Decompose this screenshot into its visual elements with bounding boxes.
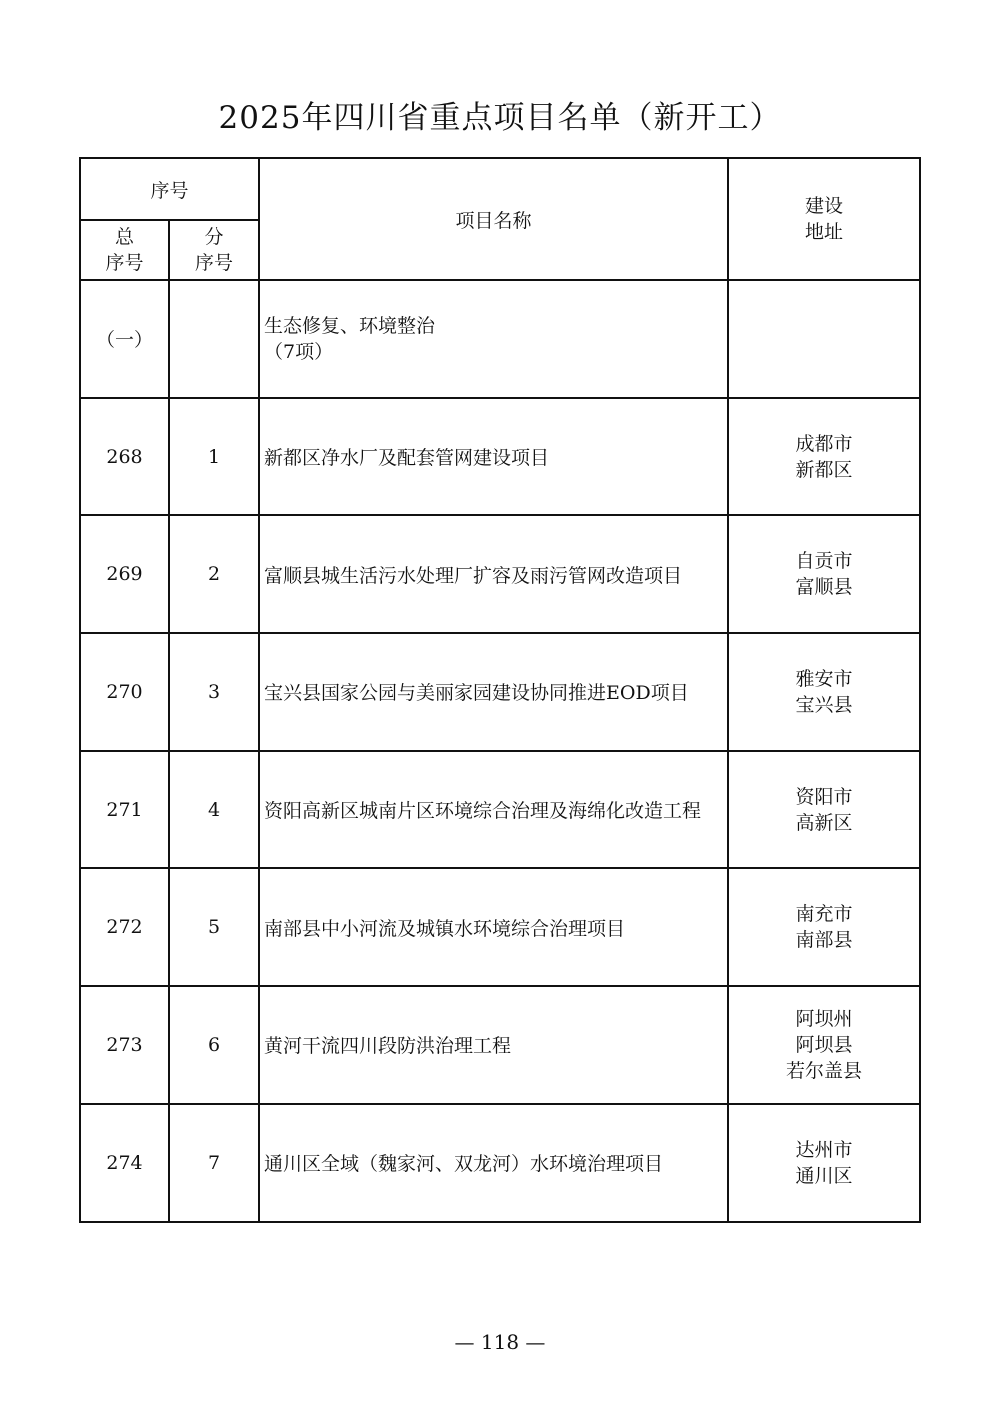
location-line: 南充市: [795, 903, 853, 926]
sub-seq-cell: 4: [169, 751, 259, 869]
total-seq-cell: 270: [80, 633, 169, 751]
header-total-seq-line2: 序号: [105, 252, 144, 274]
group-location-empty: [728, 280, 920, 398]
sub-seq-cell: 2: [169, 515, 259, 633]
project-table: [79, 157, 921, 1223]
header-row-top: [80, 158, 920, 220]
header-total-seq: [80, 220, 169, 280]
location-line: 高新区: [795, 811, 853, 834]
location-line: 自贡市: [795, 550, 853, 573]
project-name-cell: 资阳高新区城南片区环境综合治理及海绵化改造工程: [259, 751, 728, 869]
location-cell: [728, 986, 920, 1104]
group-name-line2: （7项）: [264, 340, 334, 363]
group-name: [259, 280, 728, 398]
location-line: 南部县: [795, 929, 853, 952]
header-sub-seq-line1: 分: [204, 226, 224, 248]
location-line: 雅安市: [795, 667, 853, 690]
header-sub-seq: [169, 220, 259, 280]
project-name-cell: 新都区净水厂及配套管网建设项目: [259, 398, 728, 516]
header-sub-seq-line2: 序号: [195, 252, 234, 274]
group-index: （一）: [80, 280, 169, 398]
table-row: [80, 868, 920, 986]
table-row: [80, 515, 920, 633]
total-seq-cell: 269: [80, 515, 169, 633]
location-line: 宝兴县: [795, 693, 853, 716]
table-row: [80, 986, 920, 1104]
group-name-line1: 生态修复、环境整治: [264, 314, 436, 337]
location-line: 资阳市: [795, 785, 853, 808]
location-line: 阿坝州: [795, 1007, 853, 1030]
page-title: 2025年四川省重点项目名单（新开工）: [218, 100, 782, 136]
table-row: [80, 398, 920, 516]
location-line: 阿坝县: [795, 1033, 853, 1056]
project-name-cell: 宝兴县国家公园与美丽家园建设协同推进EOD项目: [259, 633, 728, 751]
project-name-cell: 南部县中小河流及城镇水环境综合治理项目: [259, 868, 728, 986]
sub-seq-cell: 6: [169, 986, 259, 1104]
location-cell: [728, 1104, 920, 1222]
header-seq: 序号: [80, 158, 259, 220]
location-cell: [728, 868, 920, 986]
header-location-line1: 建设: [805, 195, 844, 217]
sub-seq-cell: 5: [169, 868, 259, 986]
total-seq-cell: 273: [80, 986, 169, 1104]
total-seq-cell: 268: [80, 398, 169, 516]
header-total-seq-line1: 总: [114, 226, 134, 248]
total-seq-cell: 272: [80, 868, 169, 986]
location-cell: [728, 398, 920, 516]
location-line: 达州市: [795, 1138, 853, 1161]
total-seq-cell: 274: [80, 1104, 169, 1222]
group-row: [80, 280, 920, 398]
total-seq-cell: 271: [80, 751, 169, 869]
location-cell: [728, 751, 920, 869]
header-project-name: 项目名称: [259, 158, 728, 280]
location-cell: [728, 515, 920, 633]
table-row: [80, 1104, 920, 1222]
project-name-cell: 通川区全域（魏家河、双龙河）水环境治理项目: [259, 1104, 728, 1222]
sub-seq-cell: 7: [169, 1104, 259, 1222]
location-line: 新都区: [795, 458, 853, 481]
header-location: [728, 158, 920, 280]
sub-seq-cell: 3: [169, 633, 259, 751]
project-name-cell: 富顺县城生活污水处理厂扩容及雨污管网改造项目: [259, 515, 728, 633]
table-row: [80, 751, 920, 869]
table-row: [80, 633, 920, 751]
sub-seq-cell: 1: [169, 398, 259, 516]
location-line: 通川区: [795, 1164, 853, 1187]
location-line: 若尔盖县: [786, 1059, 863, 1082]
project-name-cell: 黄河干流四川段防洪治理工程: [259, 986, 728, 1104]
location-cell: [728, 633, 920, 751]
location-line: 成都市: [795, 432, 853, 455]
group-sub-empty: [169, 280, 259, 398]
location-line: 富顺县: [795, 576, 853, 599]
page-number: — 118 —: [454, 1330, 546, 1354]
header-location-line2: 地址: [805, 221, 844, 243]
